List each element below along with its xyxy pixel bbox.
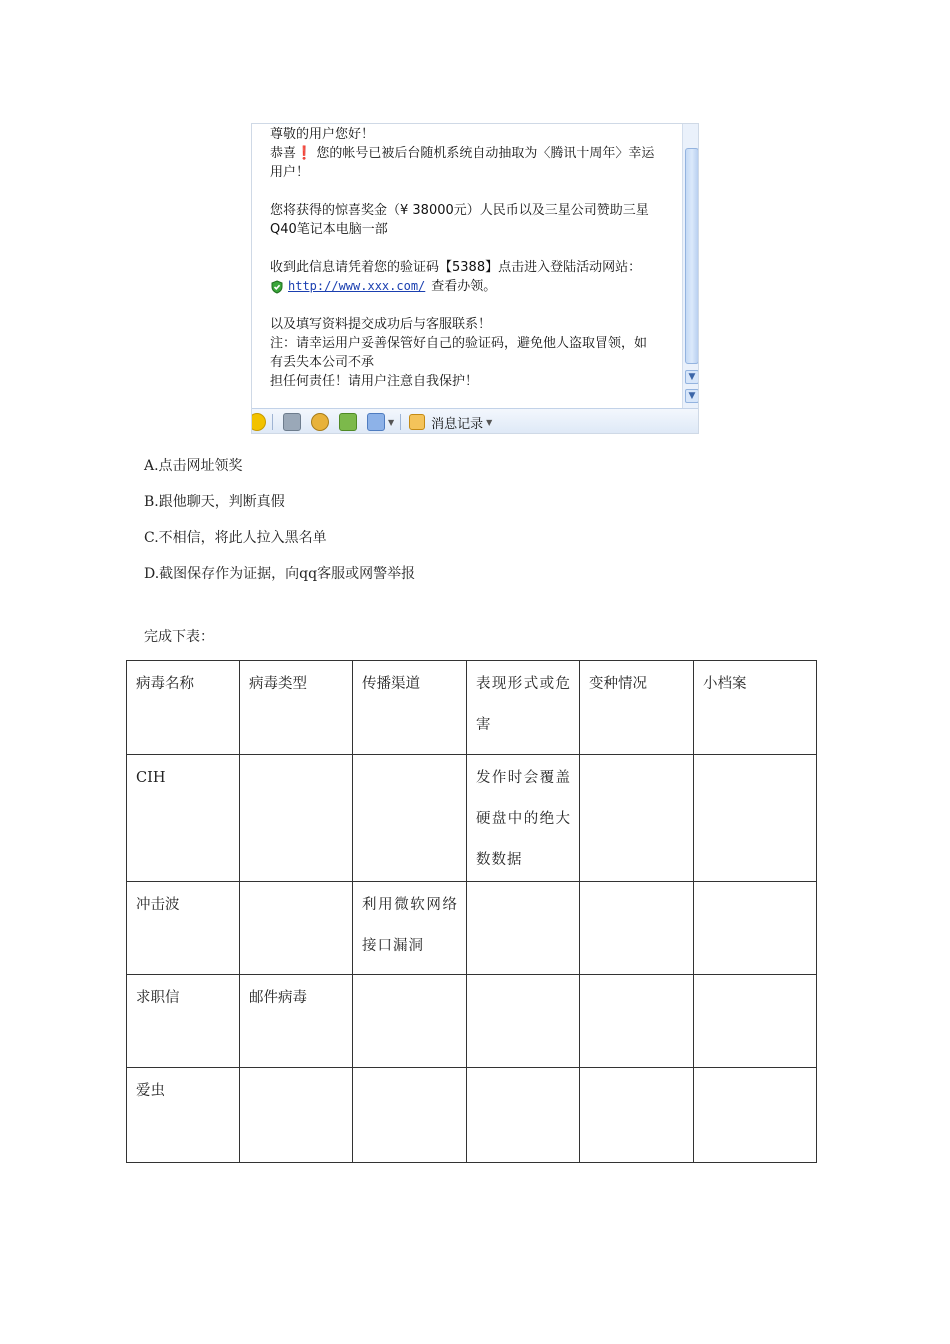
shield-check-icon: [270, 280, 284, 294]
chevron-down-icon[interactable]: ▼: [388, 417, 395, 427]
table-cell[interactable]: [580, 882, 694, 975]
option-b: B.跟他聊天，判断真假: [144, 494, 285, 510]
table-row: [127, 1068, 817, 1163]
table-cell[interactable]: [694, 882, 817, 975]
table-cell[interactable]: [694, 1068, 817, 1163]
scroll-down-icon[interactable]: ▼: [685, 370, 699, 384]
scroll-end-icon[interactable]: ▼: [685, 389, 699, 403]
table-row: [127, 755, 817, 882]
table-cell[interactable]: [353, 755, 467, 882]
chat-line: 您将获得的惊喜奖金（¥ 38000元）人民币以及三星公司赞助三星: [270, 203, 649, 218]
table-cell[interactable]: [467, 882, 580, 975]
table-cell[interactable]: 爱虫: [127, 1068, 240, 1163]
table-cell[interactable]: [580, 1068, 694, 1163]
chat-toolbar: [252, 408, 699, 434]
picture-icon[interactable]: [283, 413, 301, 431]
table-cell[interactable]: [240, 1068, 353, 1163]
table-cell[interactable]: 发作时会覆盖硬盘中的绝大数数据: [467, 755, 580, 882]
option-c: C.不相信，将此人拉入黑名单: [144, 530, 327, 546]
toolbar-divider: [272, 414, 273, 430]
chat-line: 恭喜❗ 您的帐号已被后台随机系统自动抽取为〈腾讯十周年〉幸运: [270, 146, 655, 161]
table-cell[interactable]: [353, 975, 467, 1068]
header-cell: 传播渠道: [353, 661, 467, 755]
chat-line: 担任何责任！请用户注意自我保护！: [270, 374, 479, 389]
table-row: [127, 975, 817, 1068]
message-history-button[interactable]: 消息记录: [431, 416, 484, 432]
header-cell: 小档案: [694, 661, 817, 755]
chat-scrollbar[interactable]: [682, 124, 699, 408]
header-cell: 病毒名称: [127, 661, 240, 755]
chat-message: [252, 124, 682, 408]
chat-blank-line: [270, 182, 682, 201]
music-icon[interactable]: [311, 413, 329, 431]
header-cell: 表现形式或危害: [467, 661, 580, 755]
table-cell[interactable]: 利用微软网络接口漏洞: [353, 882, 467, 975]
more-tools-icon[interactable]: [367, 413, 385, 431]
table-row: [127, 882, 817, 975]
table-cell[interactable]: [353, 1068, 467, 1163]
chat-line: 收到此信息请凭着您的验证码【5388】点击进入登陆活动网站：: [270, 260, 642, 275]
table-cell[interactable]: [694, 755, 817, 882]
table-cell[interactable]: 冲击波: [127, 882, 240, 975]
table-cell[interactable]: 邮件病毒: [240, 975, 353, 1068]
screenshot-icon[interactable]: [339, 413, 357, 431]
table-cell[interactable]: [240, 755, 353, 882]
header-cell: 病毒类型: [240, 661, 353, 755]
table-cell[interactable]: [580, 975, 694, 1068]
table-header-row: [127, 661, 817, 755]
virus-table: [126, 660, 817, 1163]
header-cell: 变种情况: [580, 661, 694, 755]
chat-line: 注：请幸运用户妥善保管好自己的验证码，避免他人盗取冒领，如: [270, 336, 648, 351]
chat-line: 尊敬的用户您好！: [270, 127, 375, 142]
chevron-down-icon[interactable]: ▼: [486, 417, 493, 427]
option-a: A.点击网址领奖: [144, 458, 243, 474]
table-instruction: 完成下表：: [144, 629, 214, 645]
table-cell[interactable]: [240, 882, 353, 975]
option-d: D.截图保存作为证据，向qq客服或网警举报: [144, 566, 416, 582]
table-cell[interactable]: [467, 975, 580, 1068]
toolbar-divider: [400, 414, 401, 430]
message-history-icon[interactable]: [409, 414, 425, 430]
table-cell[interactable]: [580, 755, 694, 882]
table-cell[interactable]: 求职信: [127, 975, 240, 1068]
table-cell[interactable]: [694, 975, 817, 1068]
chat-link-line: [270, 277, 682, 296]
chat-line: Q40笔记本电脑一部: [270, 222, 388, 237]
table-cell[interactable]: CIH: [127, 755, 240, 882]
chat-line: 有丢失本公司不承: [270, 355, 375, 370]
chat-blank-line: [270, 296, 682, 315]
scroll-thumb[interactable]: [685, 148, 699, 364]
chat-screenshot: [251, 123, 699, 434]
emoji-icon[interactable]: [251, 413, 266, 431]
chat-link-suffix: 查看办领。: [431, 279, 497, 294]
table-cell[interactable]: [467, 1068, 580, 1163]
chat-line: 以及填写资料提交成功后与客服联系！: [270, 317, 492, 332]
chat-blank-line: [270, 239, 682, 258]
phishing-link[interactable]: http://www.xxx.com/: [288, 279, 426, 293]
chat-line: 用户！: [270, 165, 310, 180]
